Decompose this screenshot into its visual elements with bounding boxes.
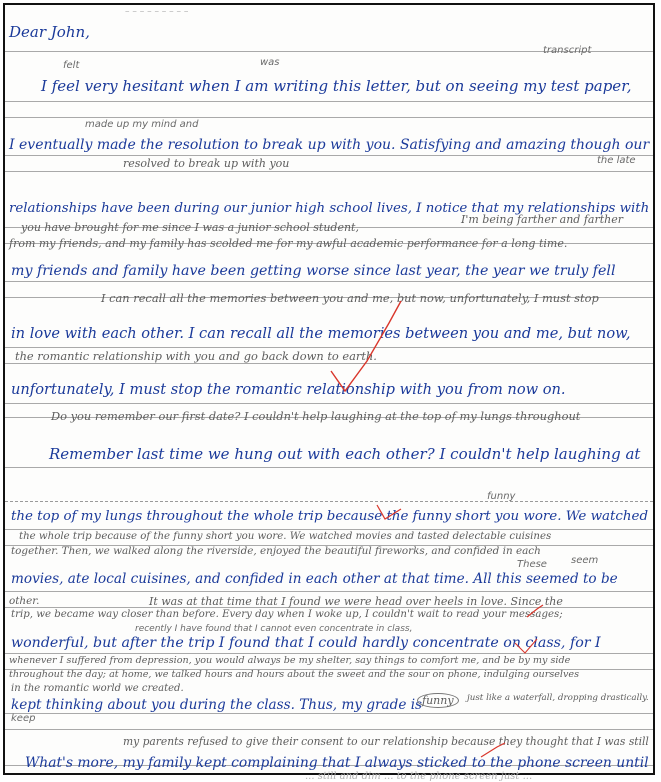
annotation-made-up-mind: made up my mind and [85,119,199,130]
annotation-do-you-remember: Do you remember our first date? I couldn't help laughing at the top of my lungs throughout [51,409,581,423]
letter-line: in love with each other. I can recall all the memories between you and me, but now, [11,325,631,342]
annotation-was: was [260,57,280,68]
annotation-i-can-recall: I can recall all the memories between you and me, but now, unfortunately, I must stop [101,291,599,305]
letter-line: the top of my lungs throughout the whole trip because the funny short you wore. We watched [11,509,649,524]
red-tick-mark [481,743,505,757]
annotation-funny-above: funny [487,491,516,502]
red-check-mark [331,301,401,391]
letter-line: Remember last time we hung out with each other? I couldn't help laughing at [49,445,641,463]
letter-line: unfortunately, I must stop the romantic relationship with you from now on. [11,381,566,398]
annotation-in-the-romantic: in the romantic world we created. [11,683,184,694]
annotation-my-parents: my parents refused to give their consent to our relationship because they thought that I was still [123,735,649,748]
letter-line: kept thinking about you during the class. Thus, my grade is [11,697,423,713]
annotation-keep: keep [11,713,36,724]
annotation-throughout-the-day: throughout the day; at home, we talked hours and hours about the sweet and the sour on phone, indulging ourselves [9,669,580,680]
annotation-bottom-line: ... still and dim ... to the phone screen just ... [305,771,533,782]
red-tick-mark [377,505,401,519]
annotation-recently: recently I have found that I cannot even concentrate in class, [135,624,413,634]
faint-header: – – – – – – – – – [125,7,189,17]
letter-line: I feel very hesitant when I am writing this letter, but on seeing my test paper, [41,77,632,95]
annotation-other: other. [9,595,40,607]
annotation-seem: seem [571,555,599,566]
annotation-together-then: together. Then, we walked along the riverside, enjoyed the beautiful fireworks, and confided in each [11,545,541,557]
red-tick-mark [515,639,537,653]
letter-line: What's more, my family kept complaining that I always sticked to the phone screen until [25,755,649,771]
letter-line: I eventually made the resolution to break up with you. Satisfying and amazing though our [9,137,650,153]
greeting: Dear John, [9,23,90,41]
letter-line: my friends and family have been getting worse since last year, the year we truly fell [11,263,616,279]
annotation-trip-we-became: trip, we became way closer than before. Every day when I woke up, I couldn't wait to read your messages; [11,609,563,620]
letter-page [3,3,655,782]
annotation-funny-circled: funny [417,693,459,708]
annotation-it-was: It was at that time that I found we were head over heels in love. Since the [149,595,563,608]
letter-line: movies, ate local cuisines, and confided in each other at that time. All this seemed to be [11,571,618,587]
red-tick-mark [527,605,543,617]
annotation-from-my-friends: from my friends, and my family has scolded me for my awful academic performance for a long time. [9,237,568,250]
annotation-transcript: transcript [543,45,592,56]
annotation-just-like: just like a waterfall, dropping drastically. [467,693,649,703]
annotation-whenever: whenever I suffered from depression, you would always be my shelter, say things to comfort me, and be by my side [9,655,571,666]
annotation-resolved: resolved to break up with you [123,157,290,170]
letter-line: relationships have been during our junior high school lives, I notice that my relationships with [9,201,650,216]
annotation-the-whole-trip: the whole trip because of the funny short you wore. We watched movies and tasted delectable cuisines [19,531,552,542]
annotation-the-late: the late [597,155,636,166]
annotation-felt: felt [63,60,80,71]
annotation-the-romantic: the romantic relationship with you and go back down to earth. [15,349,377,363]
annotation-im-being: I'm being farther and farther [461,213,623,226]
red-marks [5,5,657,777]
annotation-you-have-brought: you have brought for me since I was a junior school student, [21,221,359,234]
annotation-these: These [517,559,547,570]
letter-line: wonderful, but after the trip I found that I could hardly concentrate on class, for I [11,635,601,651]
